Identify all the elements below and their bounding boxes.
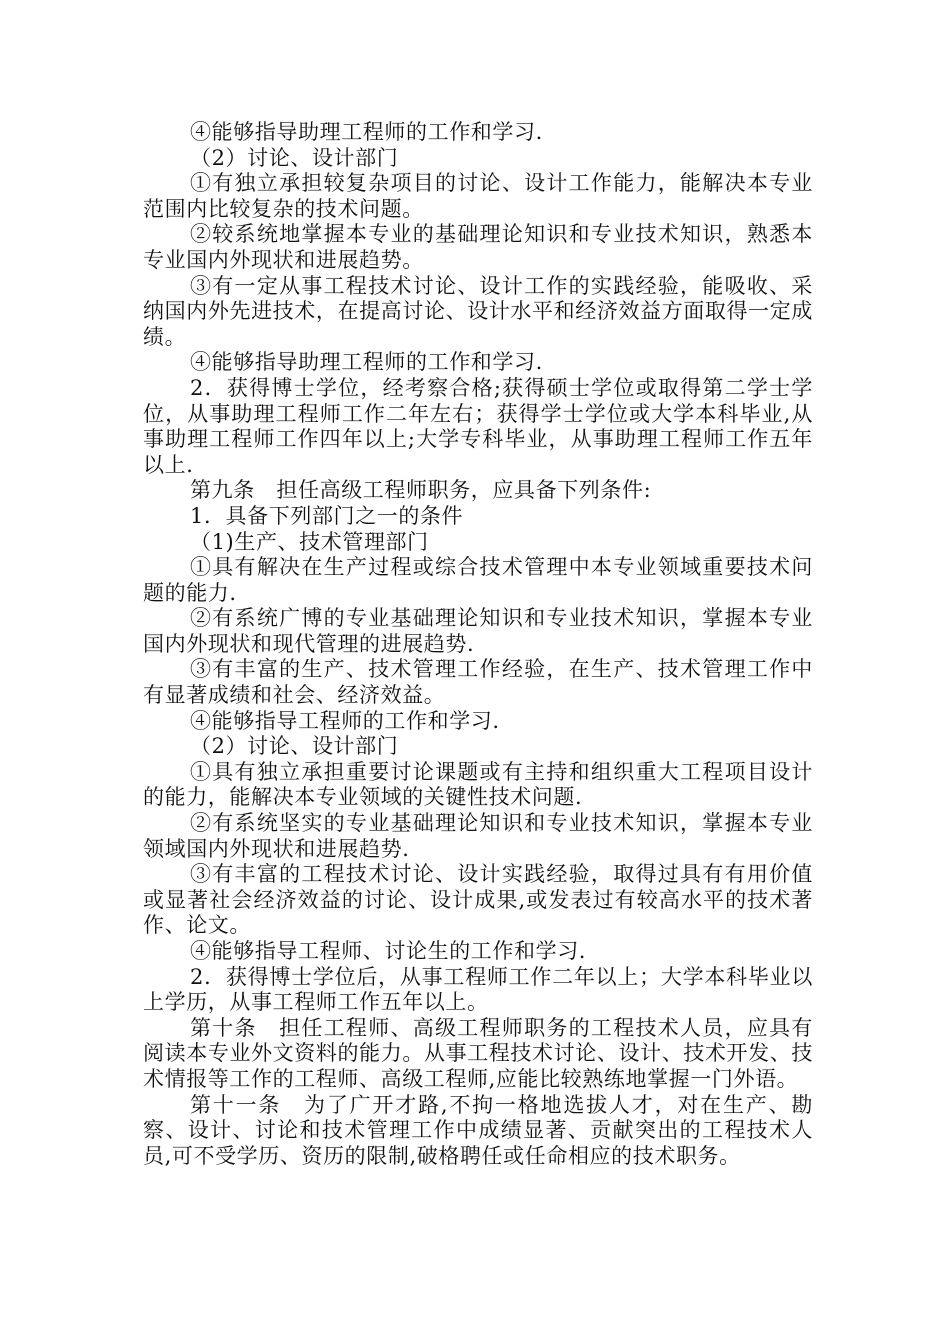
paragraph-4: ②较系统地掌握本专业的基础理论知识和专业技术知识，熟悉本专业国内外现状和进展趋势。 <box>143 222 813 272</box>
paragraph-20: 2．获得博士学位后，从事工程师工作二年以上；大学本科毕业以上学历，从事工程师工作五年以上。 <box>143 964 813 1015</box>
paragraph-9: 1．具备下列部门之一的条件 <box>190 503 464 528</box>
paragraph-12: ②有系统广博的专业基础理论知识和专业技术知识，掌握本专业国内外现状和现代管理的进展趋势. <box>143 606 813 656</box>
paragraph-19: ④能够指导工程师、讨论生的工作和学习. <box>190 939 587 963</box>
paragraph-1: ④能够指导助理工程师的工作和学习. <box>190 120 543 144</box>
paragraph-5: ③有一定从事工程技术讨论、设计工作的实践经验，能吸收、采纳国内外先进技术，在提高讨论、设计水平和经济效益方面取得一定成绩。 <box>143 273 813 349</box>
paragraph-8: 第九条 担任高级工程师职务，应具备下列条件: <box>190 478 652 503</box>
paragraph-21: 第十条 担任工程师、高级工程师职务的工程技术人员，应具有阅读本专业外文资料的能力。从事工程技术讨论、设计、技术开发、技术情报等工作的工程师、高级工程师,应能比较熟练地掌握一门外语。 <box>143 1015 813 1091</box>
paragraph-18: ③有丰富的工程技术讨论、设计实践经验，取得过具有有用价值或显著社会经济效益的讨论、设计成果,或发表过有较高水平的技术著作、论文。 <box>143 862 813 938</box>
paragraph-3: ①有独立承担较复杂项目的讨论、设计工作能力，能解决本专业范围内比较复杂的技术问题。 <box>143 171 813 221</box>
document-body <box>143 120 813 1169</box>
paragraph-10: （1)生产、技术管理部门 <box>190 529 429 554</box>
paragraph-17: ②有系统坚实的专业基础理论知识和专业技术知识，掌握本专业领域国内外现状和进展趋势. <box>143 811 813 861</box>
paragraph-15: （2）讨论、设计部门 <box>190 734 399 759</box>
paragraph-13: ③有丰富的生产、技术管理工作经验，在生产、技术管理工作中有显著成绩和社会、经济效益。 <box>143 657 813 708</box>
paragraph-11: ①具有解决在生产过程或综合技术管理中本专业领域重要技术问题的能力. <box>143 555 813 605</box>
paragraph-6: ④能够指导助理工程师的工作和学习. <box>190 350 543 375</box>
paragraph-14: ④能够指导工程师的工作和学习. <box>190 708 500 733</box>
paragraph-16: ①具有独立承担重要讨论课题或有主持和组织重大工程项目设计的能力，能解决本专业领域的关键性技术问题. <box>143 759 813 810</box>
paragraph-2: （2）讨论、设计部门 <box>190 145 399 170</box>
paragraph-7: 2．获得博士学位，经考察合格;获得硕士学位或取得第二学士学位，从事助理工程师工作二年左右；获得学士学位或大学本科毕业,从事助理工程师工作四年以上;大学专科毕业，从事助理工程师工作五年以上. <box>143 375 813 477</box>
paragraph-22: 第十一条 为了广开才路,不拘一格地选拔人才，对在生产、勘察、设计、讨论和技术管理工作中成绩显著、贡献突出的工程技术人员,可不受学历、资历的限制,破格聘任或任命相应的技术职务。 <box>143 1092 813 1168</box>
